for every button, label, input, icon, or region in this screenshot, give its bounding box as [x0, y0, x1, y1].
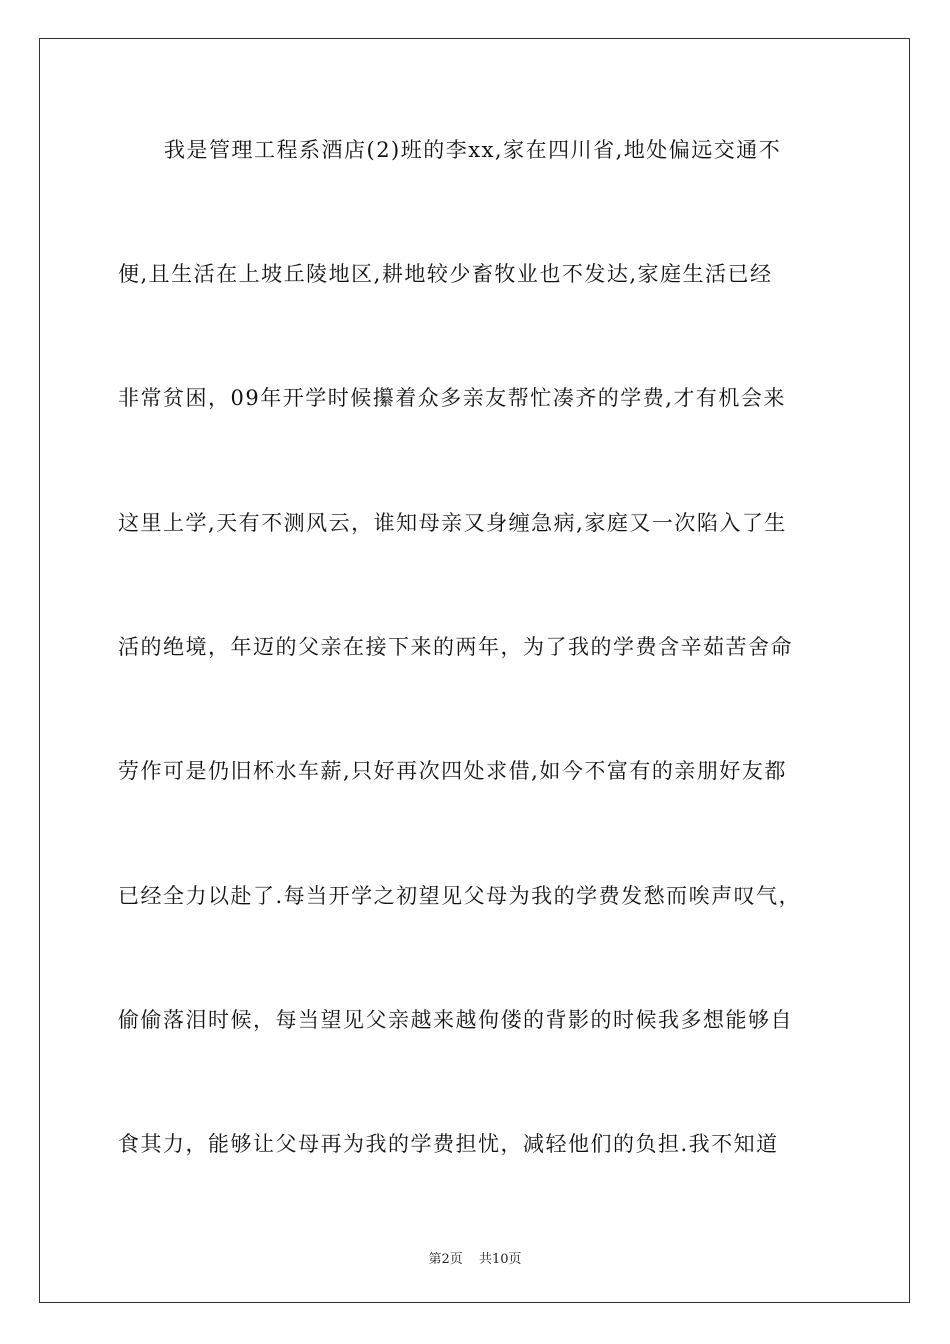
- page-total: 共10页: [478, 1252, 522, 1267]
- paragraph-line-1: 我是管理工程系酒店(2)班的李xx,家在四川省,地处偏远交通不: [164, 138, 782, 162]
- paragraph-line-8: 偷偷落泪时候，每当望见父亲越来越佝偻的背影的时候我多想能够自: [118, 1008, 793, 1032]
- paragraph-line-6: 劳作可是仍旧杯水车薪,只好再次四处求借,如今不富有的亲朋好友都: [118, 759, 787, 783]
- paragraph-line-5: 活的绝境，年迈的父亲在接下来的两年，为了我的学费含辛茹苦舍命: [118, 635, 793, 659]
- page-border: [39, 38, 910, 1303]
- paragraph-line-4: 这里上学,天有不测风云，谁知母亲又身缠急病,家庭又一次陷入了生: [118, 511, 787, 535]
- page-footer: [0, 1248, 950, 1267]
- page-number: 第2页: [428, 1252, 463, 1267]
- paragraph-line-3: 非常贫困，09年开学时候攥着众多亲友帮忙凑齐的学费,才有机会来: [118, 386, 786, 410]
- paragraph-line-2: 便,且生活在上坡丘陵地区,耕地较少畜牧业也不发达,家庭生活已经: [118, 262, 773, 286]
- paragraph-line-9: 食其力，能够让父母再为我的学费担忧，减轻他们的负担.我不知道: [118, 1132, 779, 1156]
- paragraph-line-7: 已经全力以赴了.每当开学之初望见父母为我的学费发愁而唉声叹气，: [118, 884, 802, 908]
